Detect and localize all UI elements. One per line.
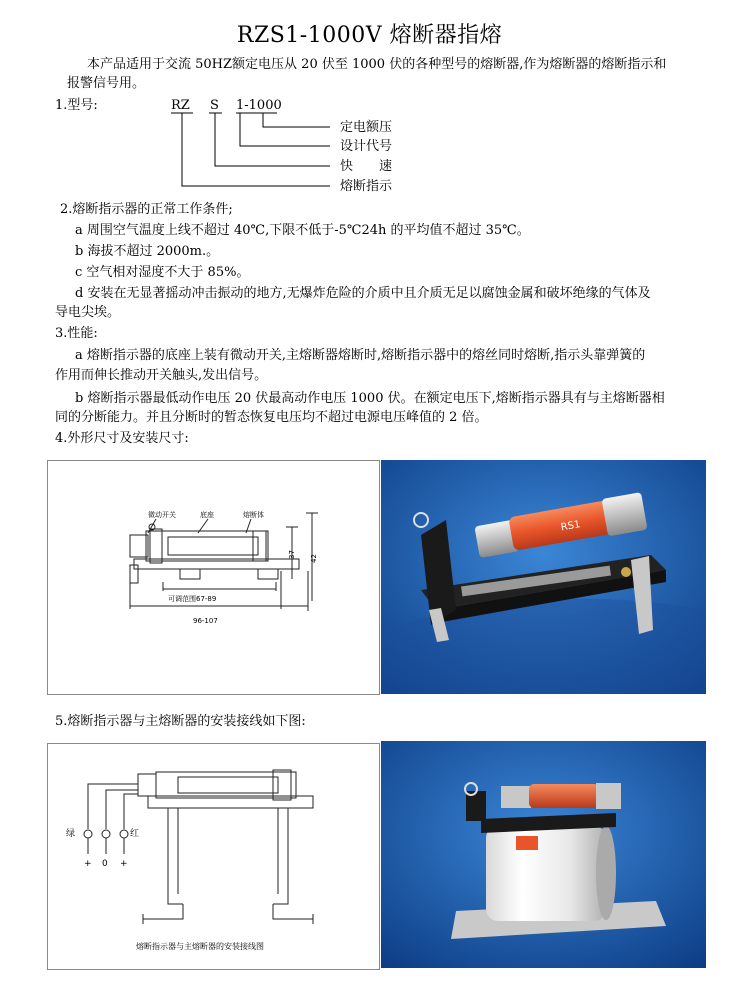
section3-line-4: 同的分断能力。并且分断时的暂态恢复电压均不超过电源电压峰值的 2 倍。 <box>55 410 488 425</box>
section2-item-a: a 周围空气温度上线不超过 40℃,下限不低于-5℃24h 的平均值不超过 35℃。 <box>75 223 530 238</box>
wire-sign-2: 0 <box>102 859 108 869</box>
photo1-tube-text: RS1 <box>560 519 582 534</box>
wire-label-red: 红 <box>130 829 140 839</box>
section4-heading: 4.外形尺寸及安装尺寸: <box>55 431 189 446</box>
wire-sign-1: + <box>84 859 92 869</box>
indicator-photo <box>381 460 706 694</box>
drawing1-dim-37: 37 <box>288 550 296 559</box>
drawing1-dim-adjust: 可调范围67-89 <box>168 595 217 603</box>
model-part-rz: RZ <box>171 98 190 113</box>
model-label-design-code: 设计代号 <box>340 139 393 154</box>
section5-heading: 5.熔断指示器与主熔断器的安装接线如下图: <box>55 714 306 729</box>
section2-item-c: c 空气相对湿度不大于 85%。 <box>75 265 250 280</box>
model-label-indicator: 熔断指示 <box>340 179 393 194</box>
dimension-drawing <box>47 460 380 695</box>
assembly-photo <box>381 741 706 968</box>
model-part-s: S <box>210 98 219 113</box>
drawing1-label-fuse: 熔断体 <box>243 511 264 519</box>
intro-line-1: 本产品适用于交流 50HZ额定电压从 20 伏至 1000 伏的各种型号的熔断器,作为熔断器的熔断指示和 <box>87 57 667 72</box>
section3-heading: 3.性能: <box>55 326 98 341</box>
section2-item-b: b 海拔不超过 2000m.。 <box>75 244 220 259</box>
section3-line-3: b 熔断指示器最低动作电压 20 伏最高动作电压 1000 伏。在额定电压下,熔断指示器具有与主熔断器相 <box>75 391 665 406</box>
page-title: RZS1-1000V 熔断器指熔 <box>236 23 503 48</box>
wiring-drawing <box>47 743 380 970</box>
section2-item-d-cont: 导电尖埃。 <box>55 305 121 320</box>
section2-heading: 2.熔断指示器的正常工作条件; <box>60 202 233 217</box>
section3-line-1: a 熔断指示器的底座上装有微动开关,主熔断器熔断时,熔断指示器中的熔丝同时熔断,指示头靠弹簧的 <box>75 348 646 363</box>
section3-line-2: 作用而伸长推动开关触头,发出信号。 <box>55 368 268 383</box>
model-label-fast: 快 速 <box>340 159 393 174</box>
section2-item-d: d 安装在无显著摇动冲击振动的地方,无爆炸危险的介质中且介质无足以腐蚀金属和破坏绝缘的气体及 <box>75 286 651 301</box>
intro-line-2: 报警信号用。 <box>67 76 146 91</box>
drawing1-label-switch: 微动开关 <box>148 511 176 519</box>
model-part-rating: 1-1000 <box>236 98 282 113</box>
drawing1-dim-42: 42 <box>310 554 318 563</box>
wire-label-green: 绿 <box>66 829 76 839</box>
drawing1-label-base: 底座 <box>200 511 214 519</box>
wire-sign-3: + <box>120 859 128 869</box>
drawing1-dim-width: 96-107 <box>193 617 218 625</box>
drawing2-caption: 熔断指示器与主熔断器的安装接线图 <box>136 942 264 951</box>
model-heading: 1.型号: <box>55 98 98 113</box>
model-label-rated-voltage: 定电额压 <box>340 120 393 135</box>
